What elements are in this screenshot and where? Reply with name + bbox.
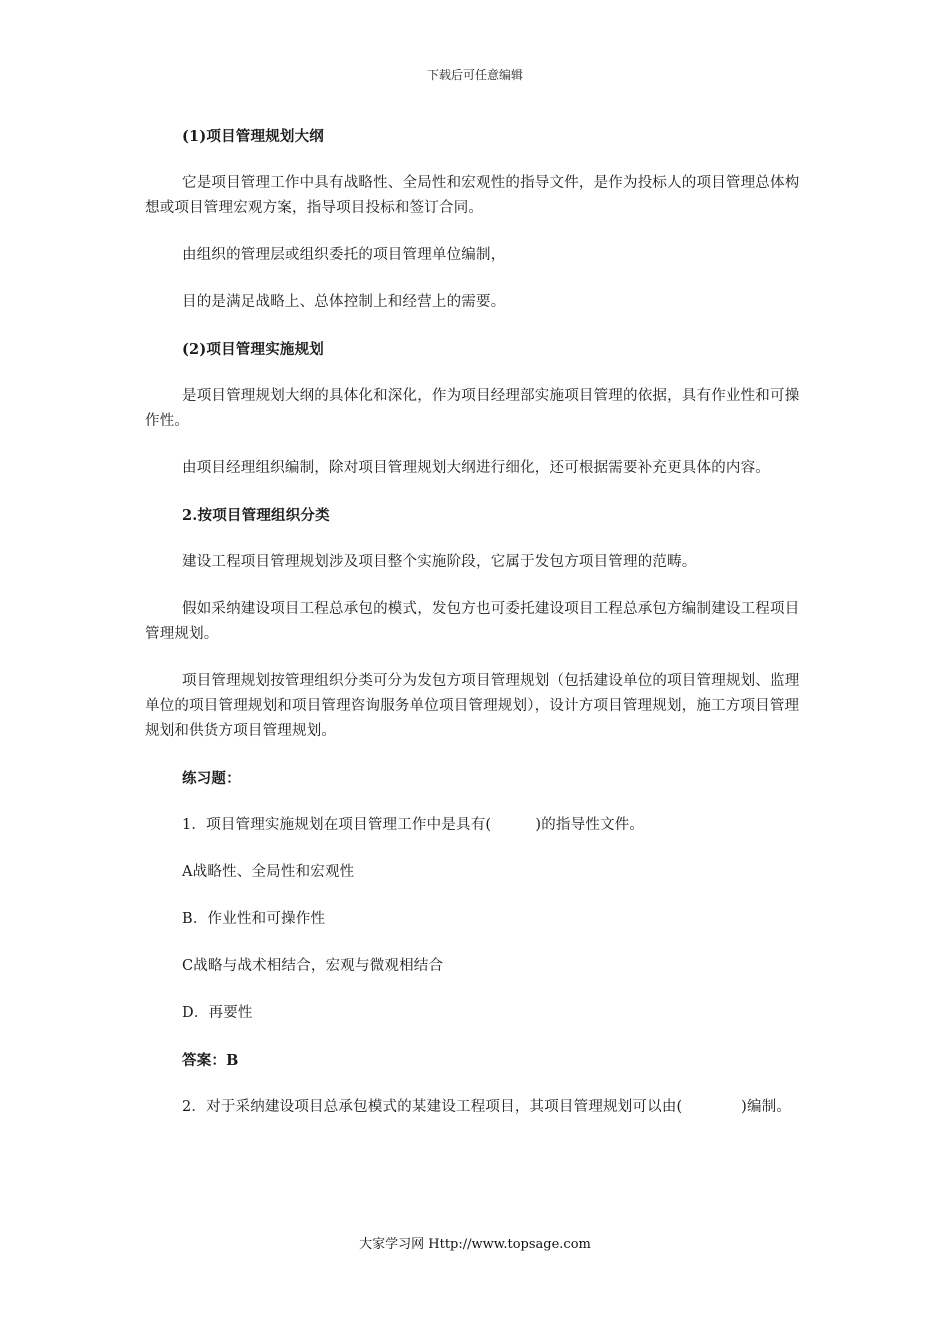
paragraph: 假如采纳建设项目工程总承包的模式，发包方也可委托建设项目工程总承包方编制建设工程项目管理规划。	[145, 601, 800, 642]
heading-exercises: 练习题：	[182, 770, 241, 787]
paragraph: 建设工程项目管理规划涉及项目整个实施阶段，它属于发包方项目管理的范畴。	[182, 554, 697, 570]
document-body	[145, 124, 805, 1142]
question-1: 1．项目管理实施规划在项目管理工作中是具有( )的指导性文件。	[182, 817, 645, 833]
paragraph: 由组织的管理层或组织委托的项目管理单位编制，	[182, 247, 506, 263]
heading-outline: (1)项目管理规划大纲	[182, 128, 325, 145]
page-header: 下载后可任意编辑	[426, 68, 523, 82]
paragraph: 是项目管理规划大纲的具体化和深化，作为项目经理部实施项目管理的依据，具有作业性和可操作性。	[145, 388, 800, 429]
answer-1: 答案：B	[182, 1052, 239, 1069]
option-c: C战略与战术相结合，宏观与微观相结合	[182, 958, 444, 974]
paragraph: 它是项目管理工作中具有战略性、全局性和宏观性的指导文件，是作为投标人的项目管理总体构想或项目管理宏观方案，指导项目投标和签订合同。	[145, 175, 800, 216]
option-a: A战略性、全局性和宏观性	[182, 864, 355, 880]
option-b: B．作业性和可操作性	[182, 911, 326, 927]
option-d: D．再要性	[182, 1005, 253, 1021]
paragraph: 项目管理规划按管理组织分类可分为发包方项目管理规划（包括建设单位的项目管理规划、监理单位的项目管理规划和项目管理咨询服务单位项目管理规划），设计方项目管理规划，施工方项目管理规划和供货方项目管理规划。	[145, 673, 800, 739]
paragraph: 由项目经理组织编制，除对项目管理规划大纲进行细化，还可根据需要补充更具体的内容。	[182, 460, 770, 476]
heading-classification: 2.按项目管理组织分类	[182, 507, 330, 524]
question-2: 2．对于采纳建设项目总承包模式的某建设工程项目，其项目管理规划可以由( )编制。	[182, 1099, 792, 1115]
heading-implementation: (2)项目管理实施规划	[182, 341, 325, 358]
page-footer: 大家学习网 Http://www.topsage.com	[359, 1237, 591, 1252]
paragraph: 目的是满足战略上、总体控制上和经营上的需要。	[182, 294, 506, 310]
